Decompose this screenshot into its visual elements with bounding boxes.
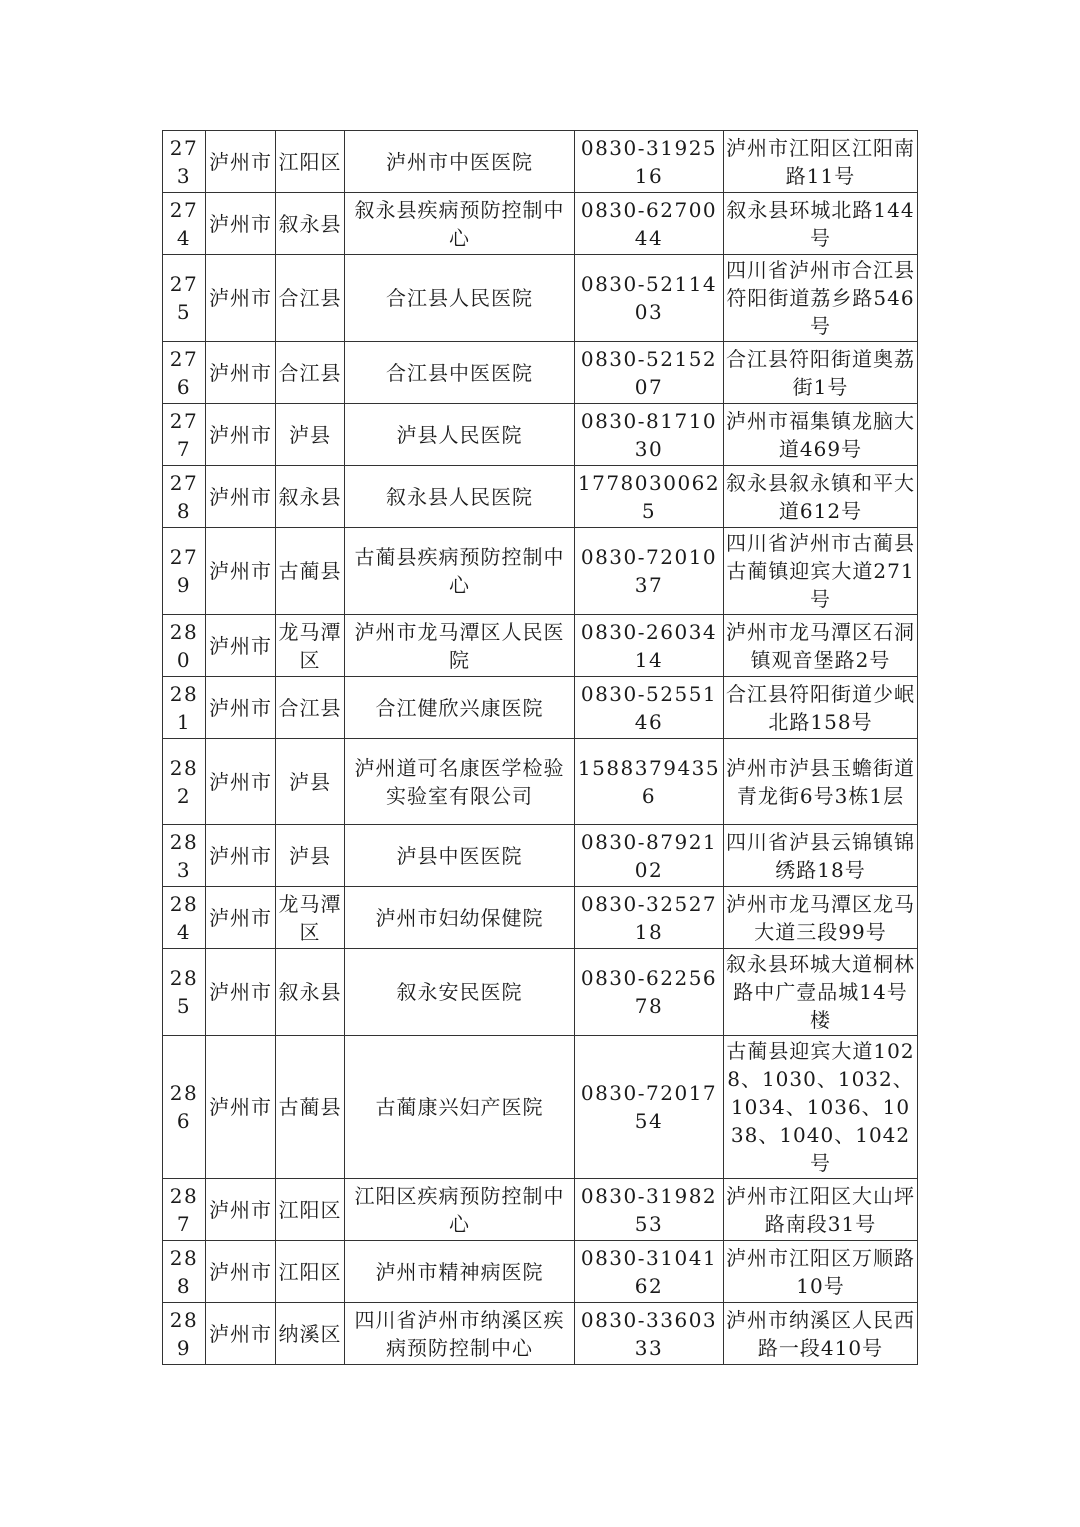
- table-row: [163, 615, 918, 677]
- table-row: [163, 1036, 918, 1179]
- table-row: [163, 949, 918, 1036]
- phone-cell: 0830-7201037: [575, 528, 724, 615]
- row-number-cell: 281: [163, 677, 206, 739]
- row-number-cell: 276: [163, 342, 206, 404]
- row-number-cell: 274: [163, 193, 206, 255]
- institution-name-cell: 泸州市中医医院: [345, 131, 575, 193]
- table-row: [163, 1303, 918, 1365]
- institution-name-cell: 古蔺康兴妇产医院: [345, 1036, 575, 1179]
- city-cell: 泸州市: [206, 1303, 276, 1365]
- district-cell: 江阳区: [276, 1241, 345, 1303]
- city-cell: 泸州市: [206, 131, 276, 193]
- table-row: [163, 528, 918, 615]
- phone-cell: 0830-3252718: [575, 887, 724, 949]
- address-cell: 叙永县环城大道桐林路中广壹品城14号楼: [724, 949, 918, 1036]
- city-cell: 泸州市: [206, 887, 276, 949]
- address-cell: 四川省泸州市古蔺县古蔺镇迎宾大道271号: [724, 528, 918, 615]
- district-cell: 叙永县: [276, 193, 345, 255]
- table-row: [163, 739, 918, 825]
- table-row: [163, 193, 918, 255]
- phone-cell: 0830-8792102: [575, 825, 724, 887]
- row-number-cell: 275: [163, 255, 206, 342]
- institution-name-cell: 合江县人民医院: [345, 255, 575, 342]
- city-cell: 泸州市: [206, 949, 276, 1036]
- table-row: [163, 677, 918, 739]
- phone-cell: 0830-5255146: [575, 677, 724, 739]
- row-number-cell: 286: [163, 1036, 206, 1179]
- institution-name-cell: 泸州市妇幼保健院: [345, 887, 575, 949]
- city-cell: 泸州市: [206, 404, 276, 466]
- district-cell: 泸县: [276, 404, 345, 466]
- institution-name-cell: 叙永县疾病预防控制中心: [345, 193, 575, 255]
- institution-name-cell: 合江健欣兴康医院: [345, 677, 575, 739]
- city-cell: 泸州市: [206, 1036, 276, 1179]
- city-cell: 泸州市: [206, 255, 276, 342]
- row-number-cell: 282: [163, 739, 206, 825]
- institution-table: [162, 130, 918, 1365]
- institution-name-cell: 泸州道可名康医学检验实验室有限公司: [345, 739, 575, 825]
- city-cell: 泸州市: [206, 193, 276, 255]
- address-cell: 泸州市泸县玉蟾街道青龙街6号3栋1层: [724, 739, 918, 825]
- row-number-cell: 289: [163, 1303, 206, 1365]
- district-cell: 古蔺县: [276, 1036, 345, 1179]
- district-cell: 江阳区: [276, 131, 345, 193]
- district-cell: 纳溪区: [276, 1303, 345, 1365]
- phone-cell: 0830-3192516: [575, 131, 724, 193]
- city-cell: 泸州市: [206, 528, 276, 615]
- row-number-cell: 280: [163, 615, 206, 677]
- district-cell: 合江县: [276, 342, 345, 404]
- address-cell: 泸州市纳溪区人民西路一段410号: [724, 1303, 918, 1365]
- phone-cell: 0830-2603414: [575, 615, 724, 677]
- row-number-cell: 279: [163, 528, 206, 615]
- row-number-cell: 284: [163, 887, 206, 949]
- table-row: [163, 825, 918, 887]
- row-number-cell: 287: [163, 1179, 206, 1241]
- table-row: [163, 1179, 918, 1241]
- phone-cell: 0830-6225678: [575, 949, 724, 1036]
- address-cell: 泸州市龙马潭区龙马大道三段99号: [724, 887, 918, 949]
- city-cell: 泸州市: [206, 615, 276, 677]
- table-row: [163, 255, 918, 342]
- institution-name-cell: 泸县中医医院: [345, 825, 575, 887]
- phone-cell: 0830-3104162: [575, 1241, 724, 1303]
- institution-name-cell: 泸州市龙马潭区人民医院: [345, 615, 575, 677]
- table-body: [163, 131, 918, 1365]
- institution-name-cell: 江阳区疾病预防控制中心: [345, 1179, 575, 1241]
- address-cell: 四川省泸县云锦镇锦绣路18号: [724, 825, 918, 887]
- phone-cell: 0830-6270044: [575, 193, 724, 255]
- city-cell: 泸州市: [206, 1179, 276, 1241]
- phone-cell: 17780300625: [575, 466, 724, 528]
- phone-cell: 0830-7201754: [575, 1036, 724, 1179]
- phone-cell: 0830-3198253: [575, 1179, 724, 1241]
- phone-cell: 0830-5215207: [575, 342, 724, 404]
- row-number-cell: 288: [163, 1241, 206, 1303]
- address-cell: 泸州市江阳区江阳南路11号: [724, 131, 918, 193]
- phone-cell: 0830-8171030: [575, 404, 724, 466]
- row-number-cell: 283: [163, 825, 206, 887]
- row-number-cell: 273: [163, 131, 206, 193]
- phone-cell: 0830-5211403: [575, 255, 724, 342]
- address-cell: 合江县符阳街道奥荔街1号: [724, 342, 918, 404]
- district-cell: 龙马潭区: [276, 887, 345, 949]
- city-cell: 泸州市: [206, 1241, 276, 1303]
- institution-name-cell: 泸县人民医院: [345, 404, 575, 466]
- city-cell: 泸州市: [206, 677, 276, 739]
- district-cell: 叙永县: [276, 466, 345, 528]
- address-cell: 合江县符阳街道少岷北路158号: [724, 677, 918, 739]
- city-cell: 泸州市: [206, 466, 276, 528]
- district-cell: 江阳区: [276, 1179, 345, 1241]
- table-row: [163, 1241, 918, 1303]
- address-cell: 泸州市江阳区万顺路10号: [724, 1241, 918, 1303]
- table-row: [163, 131, 918, 193]
- district-cell: 古蔺县: [276, 528, 345, 615]
- district-cell: 合江县: [276, 677, 345, 739]
- row-number-cell: 278: [163, 466, 206, 528]
- table-row: [163, 887, 918, 949]
- city-cell: 泸州市: [206, 739, 276, 825]
- table-row: [163, 466, 918, 528]
- district-cell: 泸县: [276, 739, 345, 825]
- address-cell: 泸州市福集镇龙脑大道469号: [724, 404, 918, 466]
- institution-name-cell: 泸州市精神病医院: [345, 1241, 575, 1303]
- institution-name-cell: 四川省泸州市纳溪区疾病预防控制中心: [345, 1303, 575, 1365]
- city-cell: 泸州市: [206, 342, 276, 404]
- institution-name-cell: 合江县中医医院: [345, 342, 575, 404]
- phone-cell: 0830-3360333: [575, 1303, 724, 1365]
- district-cell: 泸县: [276, 825, 345, 887]
- address-cell: 四川省泸州市合江县符阳街道荔乡路546号: [724, 255, 918, 342]
- address-cell: 叙永县叙永镇和平大道612号: [724, 466, 918, 528]
- district-cell: 龙马潭区: [276, 615, 345, 677]
- district-cell: 合江县: [276, 255, 345, 342]
- row-number-cell: 277: [163, 404, 206, 466]
- address-cell: 泸州市龙马潭区石洞镇观音堡路2号: [724, 615, 918, 677]
- institution-name-cell: 古蔺县疾病预防控制中心: [345, 528, 575, 615]
- phone-cell: 15883794356: [575, 739, 724, 825]
- address-cell: 泸州市江阳区大山坪路南段31号: [724, 1179, 918, 1241]
- city-cell: 泸州市: [206, 825, 276, 887]
- institution-name-cell: 叙永安民医院: [345, 949, 575, 1036]
- row-number-cell: 285: [163, 949, 206, 1036]
- address-cell: 叙永县环城北路144号: [724, 193, 918, 255]
- address-cell: 古蔺县迎宾大道1028、1030、1032、1034、1036、1038、1040、1042号: [724, 1036, 918, 1179]
- district-cell: 叙永县: [276, 949, 345, 1036]
- table-row: [163, 342, 918, 404]
- table-row: [163, 404, 918, 466]
- institution-name-cell: 叙永县人民医院: [345, 466, 575, 528]
